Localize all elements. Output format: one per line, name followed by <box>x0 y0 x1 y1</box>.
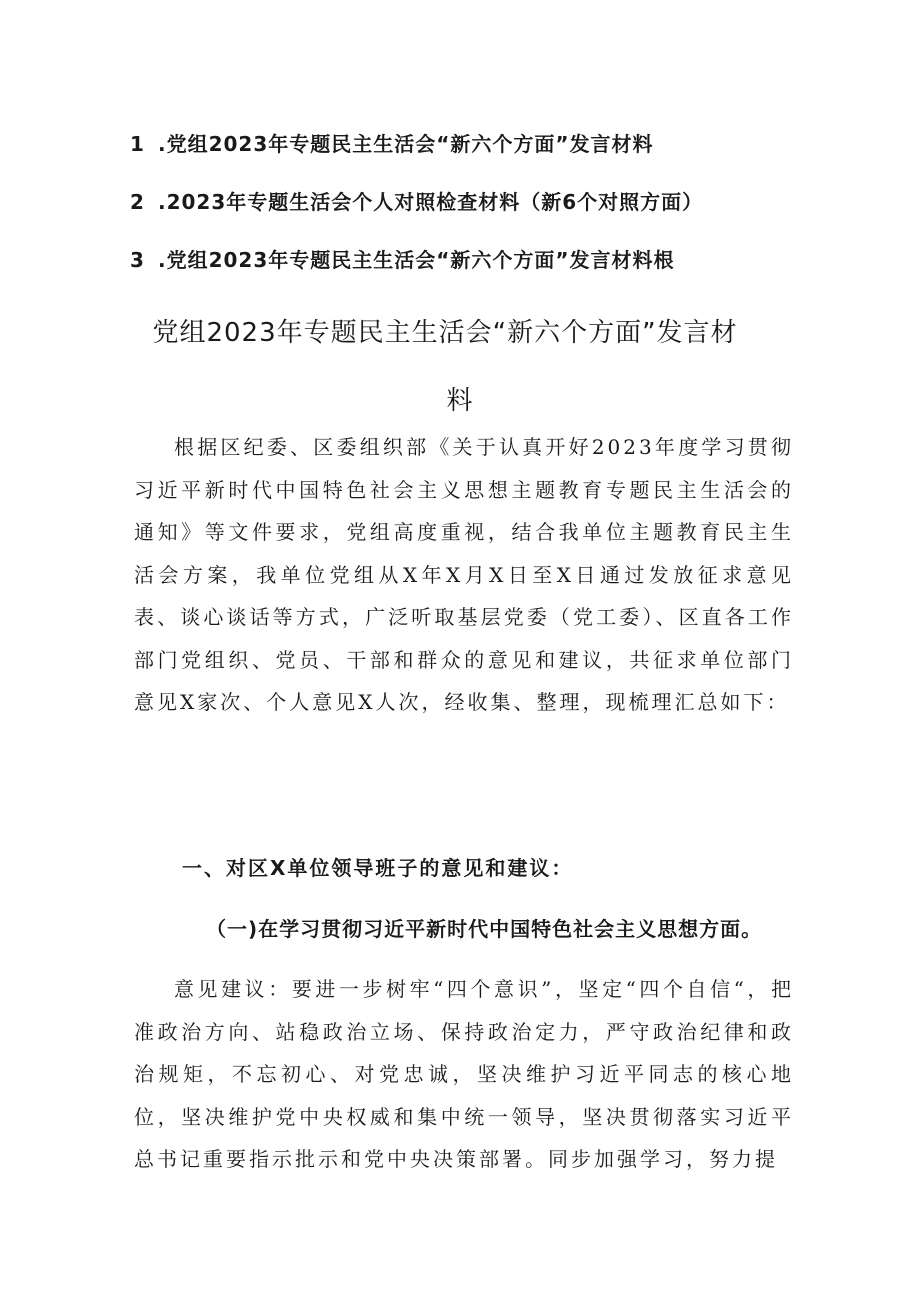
suggestion-section <box>134 968 794 1181</box>
table-of-contents <box>130 120 830 294</box>
intro-paragraph: 根据区纪委、区委组织部《关于认真开好2023年度学习贯彻习近平新时代中国特色社会主义思想主题教育专题民主生活会的通知》等文件要求，党组高度重视，结合我单位主题教育民主生活会方案，我单位党组从X年X月X日至X日通过发放征求意见表、谈心谈话等方式，广泛听取基层党委（党工委）、区直各工作部门党组织、党员、干部和群众的意见和建议，共征求单位部门意见X家次、个人意见X人次，经收集、整理，现梳理汇总如下： <box>134 435 794 714</box>
section-heading: 一、对区X单位领导班子的意见和建议： <box>182 856 574 880</box>
toc-item <box>130 236 830 294</box>
suggestion-paragraph: 意见建议：要进一步树牢“四个意识”，坚定“四个自信“，把准政治方向、站稳政治立场、保持政治定力，严守政治纪律和政治规矩，不忘初心、对党忠诚，坚决维护习近平同志的核心地位，坚决维护党中央权威和集中统一领导，坚决贯彻落实习近平总书记重要指示批示和党中央决策部署。同步加强学习，努力提 <box>134 977 794 1171</box>
toc-item <box>130 120 830 178</box>
document-title <box>0 318 920 416</box>
toc-item-text: .2023年专题生活会个人对照检查材料（新6个对照方面） <box>158 190 704 214</box>
subsection-heading: （一)在学习贯彻习近平新时代中国特色社会主义思想方面。 <box>206 917 763 941</box>
toc-item-text: .党组2023年专题民主生活会“新六个方面”发言材料 <box>158 132 654 156</box>
intro-section <box>134 426 794 724</box>
document-title-line1: 党组2023年专题民主生活会“新六个方面”发言材 <box>152 318 738 348</box>
toc-item-number: 1 <box>130 132 145 156</box>
toc-item-text: .党组2023年专题民主生活会“新六个方面”发言材料根 <box>158 248 675 272</box>
document-title-line2: 料 <box>446 386 474 416</box>
toc-item-number: 2 <box>130 190 145 214</box>
toc-item <box>130 178 830 236</box>
toc-item-number: 3 <box>130 248 145 272</box>
